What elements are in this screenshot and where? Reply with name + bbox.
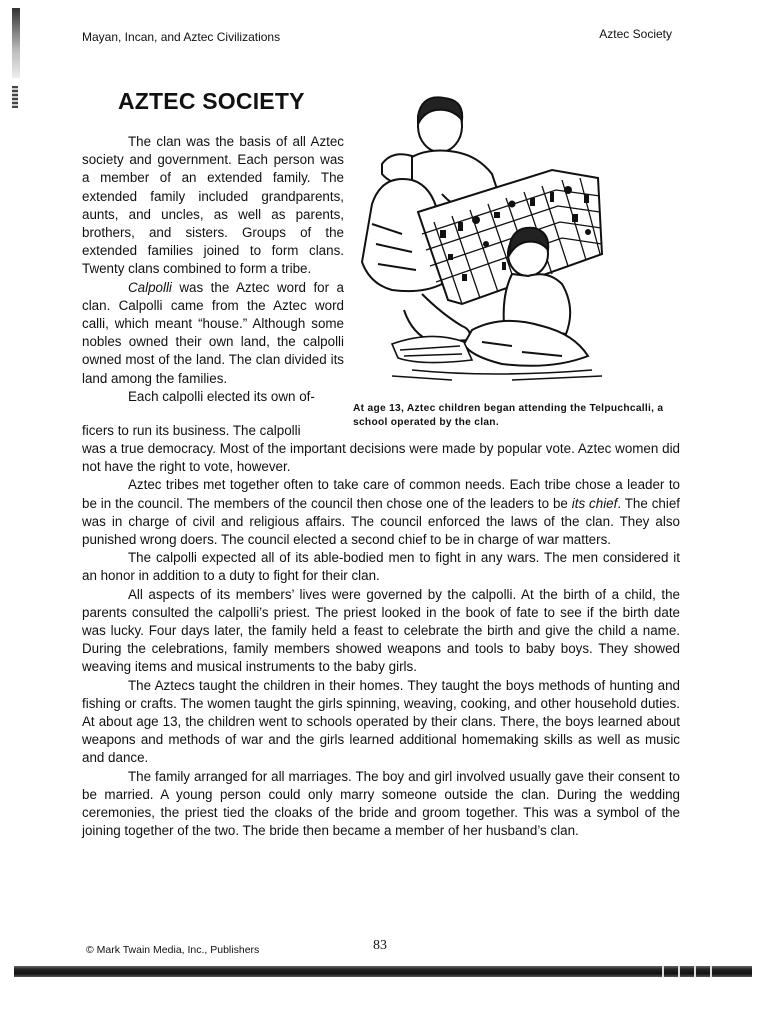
rule-tick: [662, 966, 664, 977]
bottom-rule: [14, 966, 752, 977]
council-paragraph: [82, 476, 680, 549]
running-header-left: Mayan, Incan, and Aztec Civilizations: [82, 30, 281, 44]
running-header-right: Aztec Society: [599, 27, 672, 41]
education-paragraph: The Aztecs taught the children in their homes. They taught the boys methods of hunting and fishing or crafts. The women taught the girls spinning, weaving, cooking, and other household duties. At about age 13, the children went to schools operated by their clans. There, the boys learned about weapons and methods of war and the girls learned additional homemaking skills as well as music and dance.: [82, 677, 680, 766]
chief-term: its chief: [571, 495, 618, 511]
illustration-caption: At age 13, Aztec children began attending the Telpuchcalli, a school operated by the clan.: [353, 403, 664, 428]
officers-wrap-line: ficers to run its business. The calpolli: [82, 423, 301, 438]
calpolli-paragraph: [82, 279, 344, 388]
war-paragraph: The calpolli expected all of its able-bodied men to fight in any wars. The men considered it an honor in addition to a duty to fight for their clan.: [82, 550, 680, 584]
rule-tick: [694, 966, 696, 977]
calpolli-term: Calpolli: [128, 279, 172, 295]
body-text: [82, 440, 680, 840]
scan-edge-artifact: [12, 8, 20, 78]
calpolli-paragraph-text: was the Aztec word for a clan. Calpolli came from the Aztec word calli, which meant “house.” Although some nobles owned their own land, the calpolli owned most of the land. The clan divided its land among the families.: [82, 279, 344, 386]
page-number: 83: [373, 938, 387, 953]
publisher-credit: © Mark Twain Media, Inc., Publishers: [86, 944, 260, 956]
top-column-text: [82, 133, 344, 406]
page-title: AZTEC SOCIETY: [118, 88, 305, 114]
intro-paragraph: The clan was the basis of all Aztec society and government. Each person was a member of an extended family. The extended family included grandparents, aunts, and uncles, as well as parents, brothers, and sisters. Groups of the extended families joined to form clans. Twenty clans combined to form a tribe.: [82, 134, 344, 277]
marriage-paragraph: The family arranged for all marriages. The boy and girl involved usually gave their consent to be married. A young person could only marry someone outside the clan. During the wedding ceremonies, the priest tied the cloaks of the bride and groom together. This was a symbol of the joining together of the two. The bride then became a member of her husband’s clan.: [82, 768, 680, 839]
scan-mark-artifact: [12, 86, 18, 108]
council-paragraph-rest: . The chief was in charge of civil and religious affairs. The council enforced the laws of the clan. They also punished wrong doers. The council elected a second chief to be in charge of war matters.: [82, 495, 680, 548]
rule-tick: [710, 966, 712, 977]
aztec-codex-figures-illustration: [352, 94, 622, 394]
birth-paragraph: All aspects of its members’ lives were governed by the calpolli. At the birth of a child, the parents consulted the calpolli’s priest. The priest looked in the book of fate to see if the birth date was lucky. Four days later, the family held a feast to celebrate the birth and give the child a name. During the celebrations, family members showed weapons and tools to baby boys. They showed weaving items and musical instruments to the baby girls.: [82, 586, 680, 675]
rule-tick: [678, 966, 680, 977]
officers-first-line: Each calpolli elected its own of-: [128, 388, 315, 404]
officers-paragraph-rest: was a true democracy. Most of the important decisions were made by popular vote. Aztec women did not have the right to vote, however.: [82, 441, 680, 475]
council-paragraph-text: Aztec tribes met together often to take care of common needs. Each tribe chose a leader to be in the council. The members of the council then chose one of the leaders to be: [82, 477, 680, 511]
